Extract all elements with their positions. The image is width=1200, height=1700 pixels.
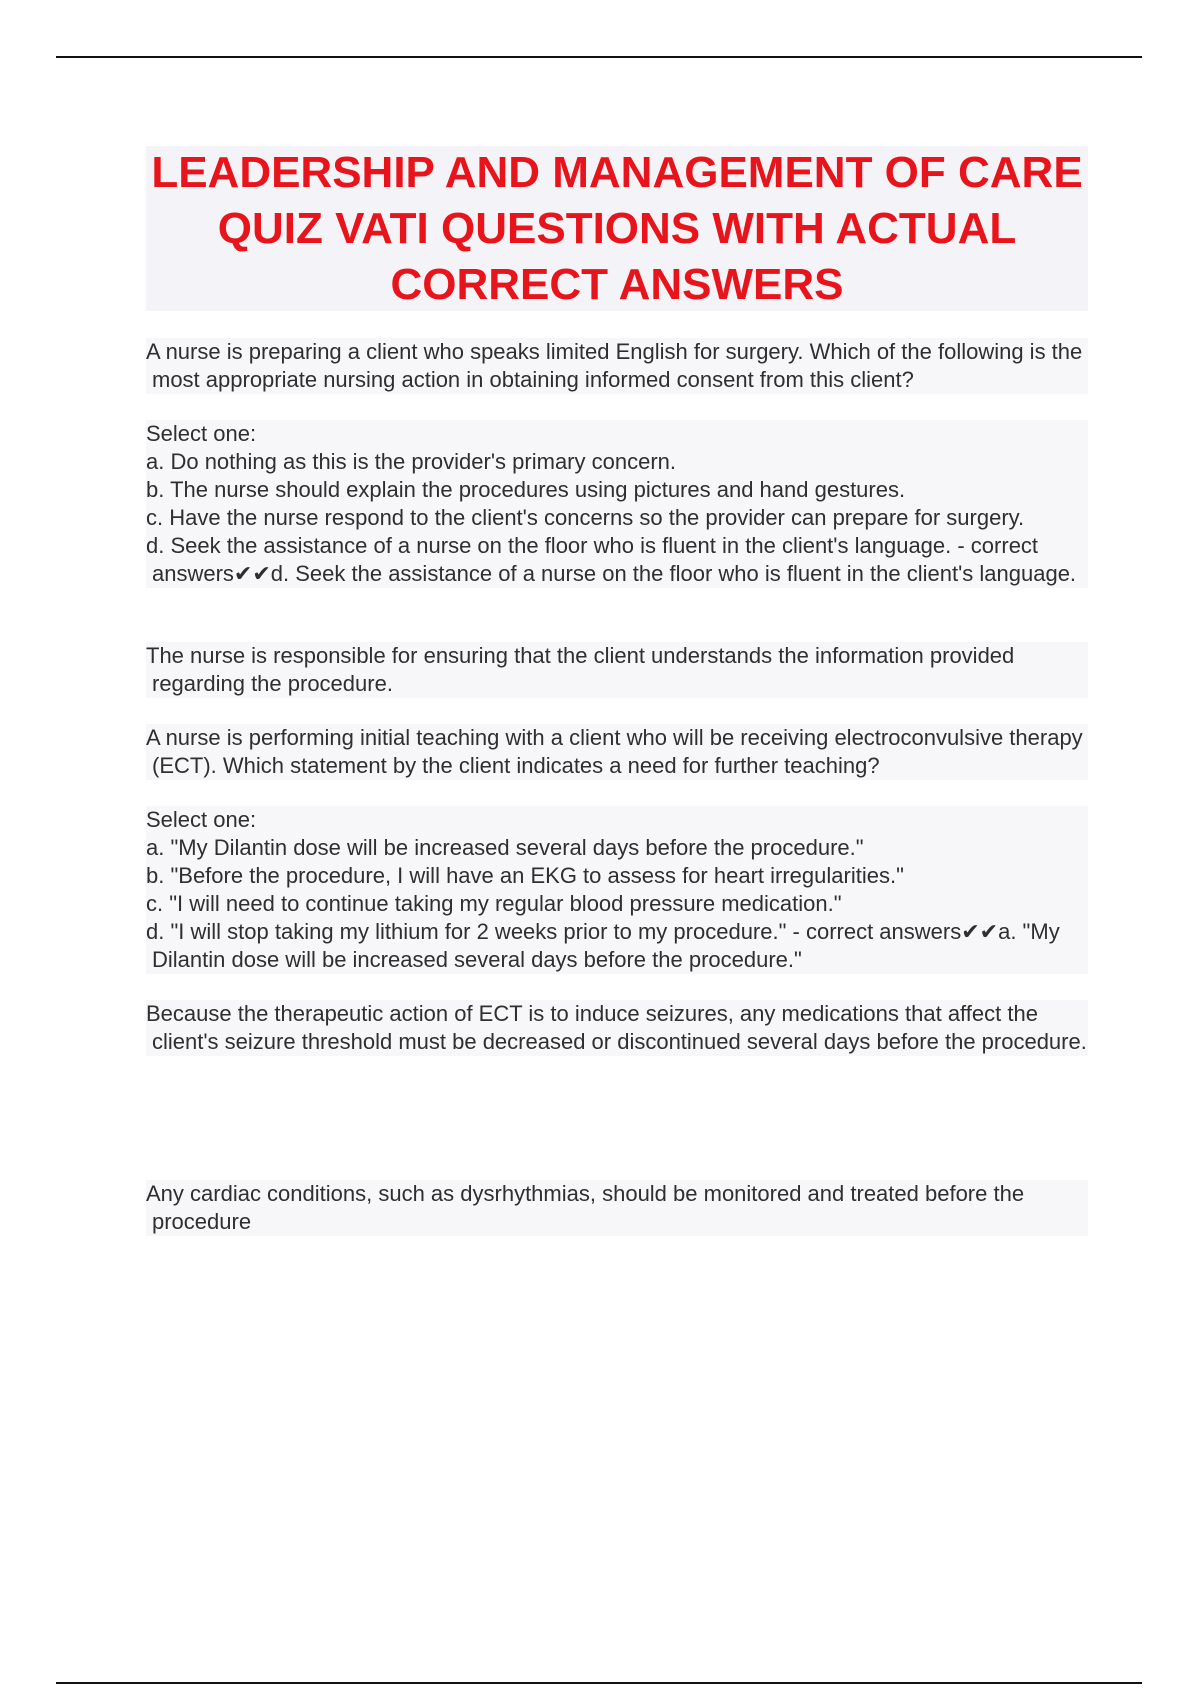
question-1-select-label: Select one: bbox=[146, 420, 1088, 448]
title-banner bbox=[146, 146, 1088, 311]
question-2-select-label: Select one: bbox=[146, 806, 1088, 834]
document-body bbox=[146, 338, 1088, 1236]
question-2-option-c: c. "I will need to continue taking my regular blood pressure medication." bbox=[146, 890, 1088, 918]
document-title: LEADERSHIP AND MANAGEMENT OF CARE QUIZ VATI QUESTIONS WITH ACTUAL CORRECT ANSWERS bbox=[151, 147, 1083, 309]
question-1-option-c: c. Have the nurse respond to the client's concerns so the provider can prepare for surgery. bbox=[146, 504, 1088, 532]
footer-rule bbox=[56, 1682, 1142, 1684]
question-1-option-b: b. The nurse should explain the procedures using pictures and hand gestures. bbox=[146, 476, 1088, 504]
question-2-option-d-answer: d. "I will stop taking my lithium for 2 weeks prior to my procedure." - correct answers✔✔a. "My Dilantin dose will be increased several days before the procedure." bbox=[146, 918, 1088, 974]
question-1-rationale: The nurse is responsible for ensuring that the client understands the information provided regarding the procedure. bbox=[146, 642, 1088, 698]
header-rule bbox=[56, 56, 1142, 58]
question-2-option-b: b. "Before the procedure, I will have an EKG to assess for heart irregularities." bbox=[146, 862, 1088, 890]
question-1-option-a: a. Do nothing as this is the provider's primary concern. bbox=[146, 448, 1088, 476]
question-1-stem: A nurse is preparing a client who speaks limited English for surgery. Which of the following is the most appropriate nursing action in obtaining informed consent from this client? bbox=[146, 338, 1088, 394]
question-2-option-a: a. "My Dilantin dose will be increased several days before the procedure." bbox=[146, 834, 1088, 862]
question-1-option-d-answer: d. Seek the assistance of a nurse on the floor who is fluent in the client's language. - correct answers✔✔d. Seek the assistance of a nurse on the floor who is fluent in the client's language. bbox=[146, 532, 1088, 588]
question-2-rationale-1: Because the therapeutic action of ECT is to induce seizures, any medications that affect the client's seizure threshold must be decreased or discontinued several days before the procedure. bbox=[146, 1001, 1087, 1054]
question-2-stem: A nurse is performing initial teaching with a client who will be receiving electroconvulsive therapy (ECT). Which statement by the client indicates a need for further teaching? bbox=[146, 724, 1088, 780]
question-2-rationale-2: Any cardiac conditions, such as dysrhythmias, should be monitored and treated before the procedure bbox=[146, 1180, 1088, 1236]
